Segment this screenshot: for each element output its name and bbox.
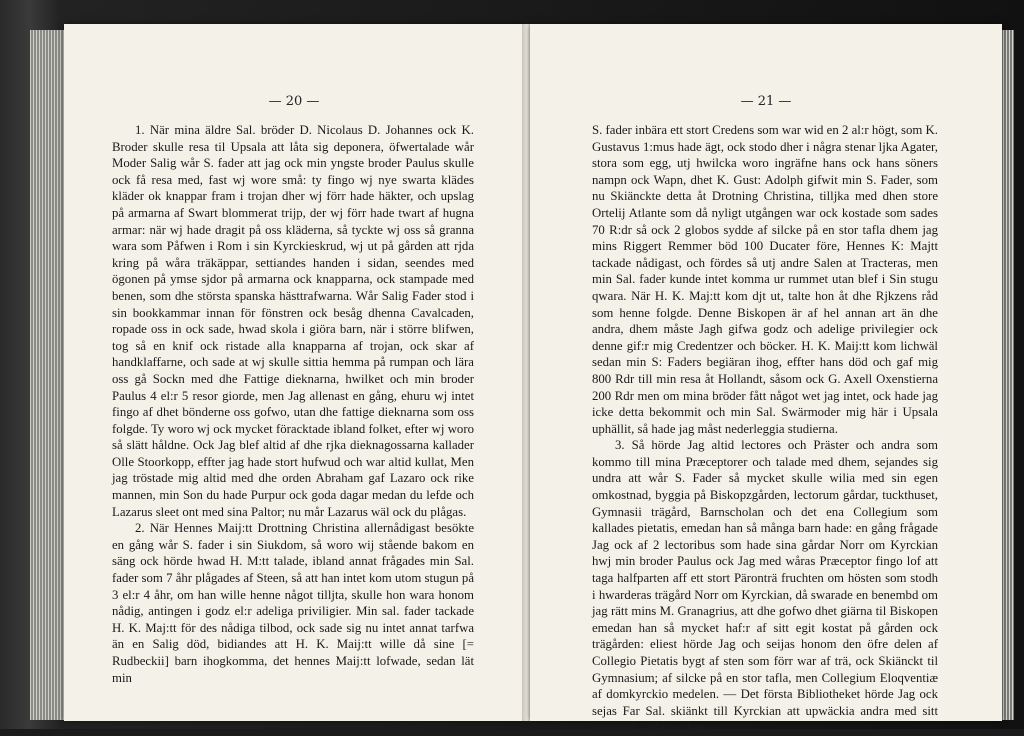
left-page-text (112, 122, 474, 686)
right-page-edges (1000, 30, 1014, 720)
left-page-number: — 20 — (268, 94, 320, 109)
left-page-edges (30, 30, 66, 720)
paragraph: 3. Så hörde Jag altid lectores och Präster och andra som kommo till mina Præceptorer och talade med dhem, sejandes sig undra att wår S. Fader så mycket skulle wilia med sin egen omkostnad, byggia på Biskopzgården, lectorum gårdar, tuckthuset, Gymnasii trägård, Barnscholan och det ena Collegium som kallades pietatis, emedan han så många barn hade: en gång frågade Jag ock af 2 lectoribus som hade sina gårdar Norr om Kyrckian hwj min broder Paulus ock Jag med wåras Præceptor fingo lof att taga halfparten aff ett stort Päronträ fruchten om hösten som stodh i hwarderas trägård Norr om Kyrckian, då swarade en benembd om jag rätt mins M. Granagrius, att dhe gofwo dhet giärna til Biskopen emedan han så mycket haf:r af sitt egit kostat på gården ock trägården: eliest hörde Jag och seijas honom den öfre delen af Collegio Pietatis bygt af sten som förr war af trä, ock Skiänckt til Gymnasium; af silcke på en stor tafla, men Collegium Eloqventiæ af domkyrckio medelen. — Det första Bibliotheket hörde Jag ock sejas Far Sal. skiänkt till Kyrckian att upwäckia andra med sitt exempel: sedan at han (592, 438, 938, 735)
right-page-number: — 21 — (740, 94, 792, 109)
left-page (64, 24, 525, 721)
paragraph: 2. När Hennes Maij:tt Drottning Christina allernådigast besökte en gång wår S. fader i sin Siukdom, så woro wij stående bakom en säng ock hörde hwad H. M:tt talade, ibland annat frågades min Sal. fader som 7 åhr plågades af Steen, så att han intet kom utom stugun på 3 el:r 4 åhr, om han wille henne något tilljta, skulle hon wara honom nådig, antingen i godz el:r adeliga priviligier. Min sal. fader tackade H. K. Maj:tt för des nådiga tilbod, ock sade sig nu intet annat tarfwa än en Salig död, bidiandes att H. K. Maij:tt wille då sine [= Rudbeckii] barn ihogkomma, det hennes Maij:tt lofwade, sedan lät min (112, 521, 474, 685)
right-page (530, 24, 1002, 735)
right-page-text (592, 122, 938, 736)
paragraph: 1. När mina äldre Sal. bröder D. Nicolaus D. Johannes ock K. Broder skulle resa til Upsala att låta sig deponera, öfwertalade wår Moder Salig wår S. fader att jag ock min yngste broder Paulus skulle ock få resa med, fast wj wore små: ty fingo wj nye swarta klädes kläder ok knappar fram i trojan dher wj förr hade häkter, och upslag på armarna af Swart blommerat trijp, der wj förr hade twart af hugna armar: när wj hade dragit på oss kläderna, så tyckte wj oss så granna wara som Påfwen i Rom i sin Kyrckieskrud, wj ut på gården att rjda kring på wåra träkäppar, settiandes handen i sidan, seendes med ögonen på ymse sjdor på armarna ock knapparna, ock stampade med benen, som dhe största spanska hästtrafwarna. Wår Salig Fader stod i sin bookkammar innan för fönstren ock besåg dhenna Cavalcaden, ropade oss in ock sade, hwad skola i giöra barn, när i större blifwen, tog så en knif ock ristade alla knapparna af trojan, ock skar af handklaffarne, och sade at wj skulle sittia hemma på rumpan och lära oss gå Sockn med dhe Fattige dieknarna, hwilket och min broder Paulus 4 el:r 5 resor giorde, men Jag allenast en gång, ehuru wj intet fingo af dhet bönderne oss gofwo, utan dhe fattige dieknarna som oss folgde. Ty woro wj ock mycket föracktade ibland folket, efter wj woro så slätt håldne. Ock Jag blef altid af dhe rjka dieknagossarna kallader Olle Stoorkopp, effter jag hade stort hufwud och war altid kullat, Men jag tröstade mig altid med dhe orden Abraham gaf Lazaro ock rike mannen, min Son du hade Purpur ock goda dagar medan du lefde och Lazarus sleet ont med sina Paltor; nu mår Lazarus wäl ock du plågas. (112, 123, 474, 519)
paragraph: S. fader inbära ett stort Credens som war wid en 2 al:r högt, som K. Gustavus 1:mus hade ägt, ock stodo dher i några stenar ljka Agater, stora som egg, utj hwilcka woro ingräfne hans ock hans söners nampn ock Wapn, dhet K. Gust: Adolph gifwit min S. Fader, som nu Skiänckte detta åt Drotning Christina, tilljka med dhen store Ortelij Atlante som då nyligt utgången war ock kostade som sades 70 R:dr så ock 2 globos sydde af silcke på en stor tafla dhem jag mins Riggert Remmer böd 100 Ducater före, Hennes K: Majtt tackade nådigast, och fördes så utj andre Salen at Tracteras, men min Sal. fader kunde intet komma ur rummet utan blef i Sin stugu qwara. När H. K. Maj:tt kom djt ut, talte hon åt dhe Rjkzens råd som henne folgde. Denne Biskopen är af hel annan art än dhe andra, dhem måste Jagh gifwa godz och adelige privilegier ock denne gif:r mig Credentzer och böcker. H. K. Maij:tt kom lichwäl sedan min S: Faders begiäran ihog, effter hans död och gaf mig 800 Rdr till min resa åt Hollandt, såsom ock G. Axell Oxenstierna 200 Rdr men om mina bröder fått något wet jag intet, ock hade jag icke detta bekommit och min Sal. Swärmoder mig här i Upsala uphällit, så hade jag måst nederleggia studierna. (592, 123, 938, 436)
